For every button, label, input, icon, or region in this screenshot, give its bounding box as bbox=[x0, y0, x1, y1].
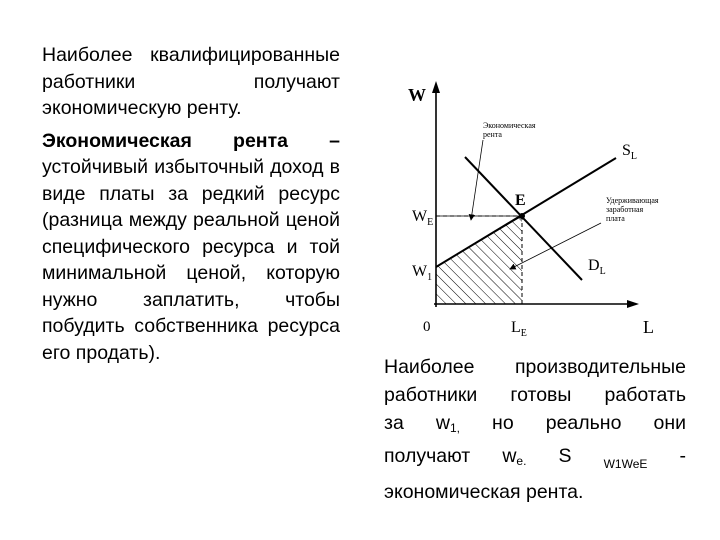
annotation-rent-line2: рента bbox=[483, 130, 502, 139]
para-rent-definition bbox=[42, 128, 340, 367]
caption-text bbox=[384, 353, 686, 506]
demand-label: $D_L$ bbox=[588, 257, 606, 277]
definition-body: устойчивый избыточный доход в виде платы за редкий ресурс (разница между реальной ценой специфического ресурса и той минимальной ценой, которую нужно заплатить, чтобы побудить собственника ресурса его продать). bbox=[42, 156, 340, 364]
we-label: $W_E$ bbox=[412, 208, 434, 228]
supply-curve bbox=[436, 158, 616, 267]
annotation-wage-line3: плата bbox=[606, 214, 625, 223]
rent-pointer bbox=[471, 140, 483, 220]
caption-line1: Наиболее производительные bbox=[384, 356, 686, 378]
para-qualified-workers: Наиболее квалифицированные работники получают экономическую ренту. bbox=[42, 44, 340, 119]
x-axis-arrow bbox=[627, 300, 639, 308]
y-axis-arrow bbox=[432, 81, 440, 93]
equilibrium-label: E bbox=[515, 192, 526, 209]
origin-label: 0 bbox=[423, 319, 431, 335]
caption-line3: за $w_{1,}$ но реально они bbox=[384, 412, 686, 435]
caption-line2: работники готовы работать bbox=[384, 384, 686, 406]
definition-text bbox=[42, 42, 340, 366]
annotation-wage-line1: Удерживающая bbox=[606, 196, 659, 205]
supply-label: $S_L$ bbox=[622, 142, 638, 162]
term-dash: – bbox=[329, 129, 340, 152]
y-axis-label: W bbox=[408, 85, 426, 105]
caption-line5: экономическая рента. bbox=[384, 481, 584, 503]
term-economic-rent: Экономическая рента bbox=[42, 129, 288, 152]
caption-line4: получают $w_{e.}$ S $_{W1WeE}$ - bbox=[384, 445, 686, 471]
rent-diagram bbox=[405, 75, 685, 345]
equilibrium-point bbox=[519, 213, 525, 219]
annotation-rent-line1: Экономическая bbox=[483, 121, 536, 130]
w1-label: $W_1$ bbox=[412, 263, 433, 283]
le-label: $L_E$ bbox=[511, 319, 527, 339]
annotation-wage-line2: заработная bbox=[606, 205, 644, 214]
x-axis-label: L bbox=[643, 317, 654, 337]
